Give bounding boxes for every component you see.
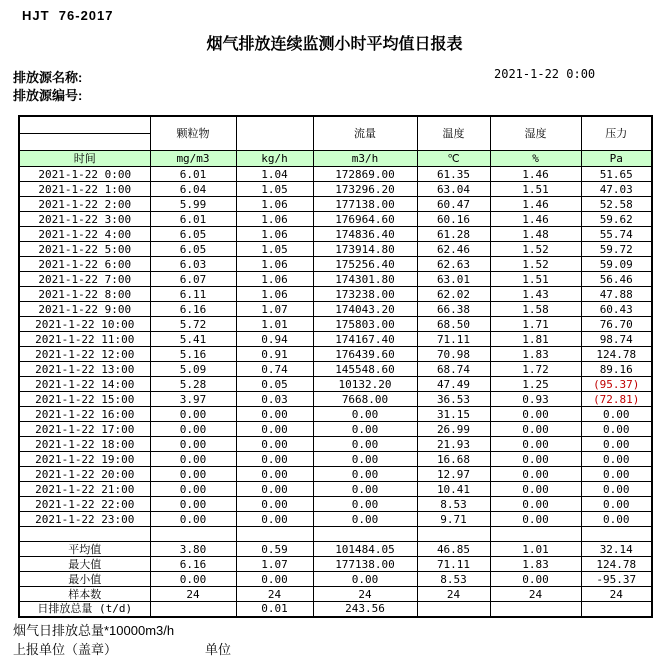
cell-value: 68.50 bbox=[417, 317, 490, 332]
cell-value: 1.05 bbox=[236, 242, 313, 257]
cell-value: 174836.40 bbox=[313, 227, 417, 242]
cell-value: 0.00 bbox=[581, 482, 652, 497]
cell-value: 0.00 bbox=[236, 512, 313, 527]
header-temperature: 温度 bbox=[417, 116, 490, 151]
cell-value: 0.00 bbox=[581, 437, 652, 452]
summary-row bbox=[19, 602, 652, 617]
cell-value: 1.06 bbox=[236, 197, 313, 212]
table-row bbox=[19, 167, 652, 182]
unit-percent: % bbox=[490, 151, 581, 167]
cell-value: 1.25 bbox=[490, 377, 581, 392]
header-flow: 流量 bbox=[313, 116, 417, 151]
cell-value: 62.02 bbox=[417, 287, 490, 302]
cell-value: 0.00 bbox=[581, 422, 652, 437]
table-row bbox=[19, 302, 652, 317]
cell-value: 62.63 bbox=[417, 257, 490, 272]
table-row bbox=[19, 362, 652, 377]
cell-value bbox=[581, 602, 652, 617]
cell-value: 3.97 bbox=[150, 392, 236, 407]
cell-value: 0.00 bbox=[490, 452, 581, 467]
table-row bbox=[19, 407, 652, 422]
table-row bbox=[19, 287, 652, 302]
cell-value: 9.71 bbox=[417, 512, 490, 527]
cell-value: 5.99 bbox=[150, 197, 236, 212]
cell-value: 6.03 bbox=[150, 257, 236, 272]
cell-value: 8.53 bbox=[417, 572, 490, 587]
cell-value: 1.48 bbox=[490, 227, 581, 242]
cell-time: 2021-1-22 4:00 bbox=[19, 227, 150, 242]
cell-time: 2021-1-22 14:00 bbox=[19, 377, 150, 392]
cell-value: 0.00 bbox=[581, 407, 652, 422]
table-row bbox=[19, 212, 652, 227]
header-empty bbox=[236, 116, 313, 151]
cell-value: 60.43 bbox=[581, 302, 652, 317]
cell-value: 0.00 bbox=[236, 437, 313, 452]
cell-value: 0.74 bbox=[236, 362, 313, 377]
cell-value: 176439.60 bbox=[313, 347, 417, 362]
table-row bbox=[19, 497, 652, 512]
cell-time: 2021-1-22 23:00 bbox=[19, 512, 150, 527]
cell-value: 0.00 bbox=[490, 482, 581, 497]
cell-value: 124.78 bbox=[581, 557, 652, 572]
hourly-rows bbox=[19, 167, 652, 527]
cell-value bbox=[490, 602, 581, 617]
cell-value: 0.00 bbox=[150, 437, 236, 452]
footer-line bbox=[13, 639, 653, 658]
summary-label: 最小值 bbox=[19, 572, 150, 587]
cell-value: 0.00 bbox=[313, 497, 417, 512]
cell-value: 6.01 bbox=[150, 212, 236, 227]
cell-value: 10.41 bbox=[417, 482, 490, 497]
cell-value: 0.00 bbox=[236, 407, 313, 422]
unit-celsius: ℃ bbox=[417, 151, 490, 167]
source-code-label: 排放源编号: bbox=[13, 88, 83, 103]
summary-row bbox=[19, 587, 652, 602]
cell-value: 0.00 bbox=[490, 422, 581, 437]
blank-cell bbox=[236, 527, 313, 542]
cell-value: 1.06 bbox=[236, 257, 313, 272]
cell-time: 2021-1-22 6:00 bbox=[19, 257, 150, 272]
cell-value: 46.85 bbox=[417, 542, 490, 557]
cell-value: 8.53 bbox=[417, 497, 490, 512]
cell-value: 1.83 bbox=[490, 557, 581, 572]
cell-value: 1.51 bbox=[490, 272, 581, 287]
cell-value: 6.04 bbox=[150, 182, 236, 197]
cell-time: 2021-1-22 15:00 bbox=[19, 392, 150, 407]
cell-value: 5.16 bbox=[150, 347, 236, 362]
cell-value: 0.00 bbox=[236, 497, 313, 512]
cell-value: 6.16 bbox=[150, 302, 236, 317]
cell-value: 0.00 bbox=[150, 422, 236, 437]
cell-value: 12.97 bbox=[417, 467, 490, 482]
cell-value: 0.00 bbox=[313, 452, 417, 467]
cell-value: 61.28 bbox=[417, 227, 490, 242]
cell-value: 1.46 bbox=[490, 167, 581, 182]
table-row bbox=[19, 272, 652, 287]
cell-value: 59.62 bbox=[581, 212, 652, 227]
cell-value: 101484.05 bbox=[313, 542, 417, 557]
cell-value: 1.71 bbox=[490, 317, 581, 332]
cell-time: 2021-1-22 8:00 bbox=[19, 287, 150, 302]
cell-value: 68.74 bbox=[417, 362, 490, 377]
cell-value: 66.38 bbox=[417, 302, 490, 317]
cell-value: 24 bbox=[417, 587, 490, 602]
cell-value: 243.56 bbox=[313, 602, 417, 617]
table-row bbox=[19, 332, 652, 347]
cell-value bbox=[417, 602, 490, 617]
summary-row bbox=[19, 572, 652, 587]
cell-value: 0.00 bbox=[236, 422, 313, 437]
cell-value: 0.00 bbox=[313, 482, 417, 497]
cell-time: 2021-1-22 18:00 bbox=[19, 437, 150, 452]
cell-value: 0.00 bbox=[150, 467, 236, 482]
cell-value: 59.09 bbox=[581, 257, 652, 272]
header-time-top-half bbox=[20, 117, 150, 134]
table-row bbox=[19, 467, 652, 482]
cell-value: 1.52 bbox=[490, 257, 581, 272]
cell-value: 47.88 bbox=[581, 287, 652, 302]
standard-code: HJT 76-2017 bbox=[22, 8, 114, 23]
unit-m3-h: m3/h bbox=[313, 151, 417, 167]
cell-time: 2021-1-22 5:00 bbox=[19, 242, 150, 257]
cell-value: 1.52 bbox=[490, 242, 581, 257]
summary-label: 样本数 bbox=[19, 587, 150, 602]
table-row bbox=[19, 452, 652, 467]
cell-value: 1.06 bbox=[236, 212, 313, 227]
cell-value: 0.05 bbox=[236, 377, 313, 392]
cell-value: 16.68 bbox=[417, 452, 490, 467]
cell-value: 124.78 bbox=[581, 347, 652, 362]
blank-row bbox=[19, 527, 652, 542]
cell-value: -95.37 bbox=[581, 572, 652, 587]
cell-value: 21.93 bbox=[417, 437, 490, 452]
cell-value: 24 bbox=[150, 587, 236, 602]
cell-value: 1.06 bbox=[236, 272, 313, 287]
table-row bbox=[19, 182, 652, 197]
cell-value: (72.81) bbox=[581, 392, 652, 407]
cell-value: 51.65 bbox=[581, 167, 652, 182]
cell-time: 2021-1-22 0:00 bbox=[19, 167, 150, 182]
cell-value: 174043.20 bbox=[313, 302, 417, 317]
cell-value: 89.16 bbox=[581, 362, 652, 377]
cell-time: 2021-1-22 19:00 bbox=[19, 452, 150, 467]
summary-rows bbox=[19, 542, 652, 617]
cell-value: 1.81 bbox=[490, 332, 581, 347]
table-row bbox=[19, 512, 652, 527]
cell-time: 2021-1-22 3:00 bbox=[19, 212, 150, 227]
spacer-row-body bbox=[19, 527, 652, 542]
cell-value: 174167.40 bbox=[313, 332, 417, 347]
table-row bbox=[19, 437, 652, 452]
cell-value: 6.01 bbox=[150, 167, 236, 182]
cell-value: 24 bbox=[490, 587, 581, 602]
cell-value: 175803.00 bbox=[313, 317, 417, 332]
footer-note: 烟气日排放总量*10000m3/h bbox=[13, 623, 175, 638]
cell-value: 76.70 bbox=[581, 317, 652, 332]
cell-value: 0.00 bbox=[313, 572, 417, 587]
cell-value: 0.59 bbox=[236, 542, 313, 557]
cell-value: 0.03 bbox=[236, 392, 313, 407]
cell-value: 0.00 bbox=[150, 407, 236, 422]
cell-value: 24 bbox=[236, 587, 313, 602]
table-row bbox=[19, 482, 652, 497]
cell-value: 0.00 bbox=[313, 467, 417, 482]
page-title: 烟气排放连续监测小时平均值日报表 bbox=[206, 36, 463, 53]
cell-value: 0.01 bbox=[236, 602, 313, 617]
cell-value: 173296.20 bbox=[313, 182, 417, 197]
unit-label: 单位 bbox=[205, 642, 232, 657]
cell-value: 6.05 bbox=[150, 242, 236, 257]
table-row bbox=[19, 227, 652, 242]
summary-label: 日排放总量 (t/d) bbox=[19, 602, 150, 617]
cell-value: 0.00 bbox=[150, 452, 236, 467]
summary-row bbox=[19, 542, 652, 557]
cell-value: 6.07 bbox=[150, 272, 236, 287]
cell-value: 7668.00 bbox=[313, 392, 417, 407]
header-humidity: 湿度 bbox=[490, 116, 581, 151]
cell-value: 0.00 bbox=[581, 512, 652, 527]
table-row bbox=[19, 422, 652, 437]
cell-value: 0.00 bbox=[581, 452, 652, 467]
cell-value: 1.46 bbox=[490, 212, 581, 227]
cell-value: 0.00 bbox=[236, 572, 313, 587]
cell-value: 0.00 bbox=[313, 422, 417, 437]
unit-mg-m3: mg/m3 bbox=[150, 151, 236, 167]
table-row bbox=[19, 392, 652, 407]
cell-value: 24 bbox=[581, 587, 652, 602]
header-time-split-cell bbox=[19, 116, 150, 151]
cell-value: 175256.40 bbox=[313, 257, 417, 272]
table-row bbox=[19, 197, 652, 212]
cell-value: 0.00 bbox=[490, 467, 581, 482]
cell-value: 1.72 bbox=[490, 362, 581, 377]
cell-value: 1.43 bbox=[490, 287, 581, 302]
blank-cell bbox=[313, 527, 417, 542]
cell-value: 5.72 bbox=[150, 317, 236, 332]
summary-label: 平均值 bbox=[19, 542, 150, 557]
cell-value: 71.11 bbox=[417, 557, 490, 572]
cell-time: 2021-1-22 9:00 bbox=[19, 302, 150, 317]
cell-value: 0.00 bbox=[313, 512, 417, 527]
cell-time: 2021-1-22 11:00 bbox=[19, 332, 150, 347]
source-name-label: 排放源名称: bbox=[13, 70, 83, 85]
cell-value: 60.16 bbox=[417, 212, 490, 227]
cell-value: 59.72 bbox=[581, 242, 652, 257]
table-row bbox=[19, 257, 652, 272]
group-header-row bbox=[19, 116, 652, 151]
cell-value: 6.16 bbox=[150, 557, 236, 572]
cell-value: 0.00 bbox=[581, 467, 652, 482]
blank-cell bbox=[581, 527, 652, 542]
cell-value: 1.04 bbox=[236, 167, 313, 182]
report-datetime: 2021-1-22 0:00 bbox=[494, 67, 596, 81]
cell-value: 1.07 bbox=[236, 302, 313, 317]
cell-time: 2021-1-22 20:00 bbox=[19, 467, 150, 482]
cell-value: 0.00 bbox=[490, 407, 581, 422]
cell-time: 2021-1-22 13:00 bbox=[19, 362, 150, 377]
cell-time: 2021-1-22 17:00 bbox=[19, 422, 150, 437]
cell-value: 1.46 bbox=[490, 197, 581, 212]
cell-value: 176964.60 bbox=[313, 212, 417, 227]
report-unit-label: 上报单位（盖章） bbox=[13, 642, 118, 657]
table-row bbox=[19, 242, 652, 257]
cell-value: 0.00 bbox=[150, 482, 236, 497]
cell-time: 2021-1-22 21:00 bbox=[19, 482, 150, 497]
cell-value: 0.00 bbox=[236, 452, 313, 467]
cell-value: 1.06 bbox=[236, 287, 313, 302]
cell-value: 62.46 bbox=[417, 242, 490, 257]
cell-value: 0.91 bbox=[236, 347, 313, 362]
cell-value: 60.47 bbox=[417, 197, 490, 212]
cell-value: 177138.00 bbox=[313, 557, 417, 572]
cell-value: 0.00 bbox=[150, 497, 236, 512]
cell-value: 0.00 bbox=[236, 482, 313, 497]
cell-value: 31.15 bbox=[417, 407, 490, 422]
cell-value: 1.06 bbox=[236, 227, 313, 242]
cell-value: 47.49 bbox=[417, 377, 490, 392]
cell-value: 173238.00 bbox=[313, 287, 417, 302]
cell-value: 98.74 bbox=[581, 332, 652, 347]
cell-time: 2021-1-22 12:00 bbox=[19, 347, 150, 362]
cell-value: 47.03 bbox=[581, 182, 652, 197]
blank-cell bbox=[150, 527, 236, 542]
cell-value: 71.11 bbox=[417, 332, 490, 347]
cell-value: 0.00 bbox=[490, 437, 581, 452]
cell-value: 1.05 bbox=[236, 182, 313, 197]
cell-value: 0.94 bbox=[236, 332, 313, 347]
cell-time: 2021-1-22 22:00 bbox=[19, 497, 150, 512]
table-row bbox=[19, 317, 652, 332]
cell-value: 1.01 bbox=[490, 542, 581, 557]
cell-value: 145548.60 bbox=[313, 362, 417, 377]
cell-value: (95.37) bbox=[581, 377, 652, 392]
monitoring-data-table bbox=[18, 115, 653, 618]
cell-value: 6.11 bbox=[150, 287, 236, 302]
summary-row bbox=[19, 557, 652, 572]
cell-value: 0.00 bbox=[313, 407, 417, 422]
cell-value bbox=[150, 602, 236, 617]
cell-value: 63.01 bbox=[417, 272, 490, 287]
cell-value: 0.00 bbox=[490, 497, 581, 512]
cell-value: 0.00 bbox=[236, 467, 313, 482]
cell-value: 177138.00 bbox=[313, 197, 417, 212]
cell-value: 10132.20 bbox=[313, 377, 417, 392]
cell-time: 2021-1-22 10:00 bbox=[19, 317, 150, 332]
cell-value: 0.00 bbox=[150, 572, 236, 587]
header-particulate: 颗粒物 bbox=[150, 116, 236, 151]
table-row bbox=[19, 377, 652, 392]
cell-value: 172869.00 bbox=[313, 167, 417, 182]
cell-value: 5.41 bbox=[150, 332, 236, 347]
cell-time: 2021-1-22 7:00 bbox=[19, 272, 150, 287]
cell-value: 0.00 bbox=[581, 497, 652, 512]
cell-value: 61.35 bbox=[417, 167, 490, 182]
blank-cell bbox=[19, 527, 150, 542]
cell-value: 63.04 bbox=[417, 182, 490, 197]
cell-value: 70.98 bbox=[417, 347, 490, 362]
cell-value: 1.58 bbox=[490, 302, 581, 317]
cell-value: 0.93 bbox=[490, 392, 581, 407]
header-pressure: 压力 bbox=[581, 116, 652, 151]
blank-cell bbox=[417, 527, 490, 542]
cell-value: 5.28 bbox=[150, 377, 236, 392]
header-time-label: 时间 bbox=[19, 151, 150, 167]
cell-value: 174301.80 bbox=[313, 272, 417, 287]
cell-value: 52.58 bbox=[581, 197, 652, 212]
cell-time: 2021-1-22 1:00 bbox=[19, 182, 150, 197]
cell-value: 5.09 bbox=[150, 362, 236, 377]
cell-value: 56.46 bbox=[581, 272, 652, 287]
cell-value: 26.99 bbox=[417, 422, 490, 437]
blank-cell bbox=[490, 527, 581, 542]
cell-value: 1.07 bbox=[236, 557, 313, 572]
cell-time: 2021-1-22 2:00 bbox=[19, 197, 150, 212]
cell-value: 6.05 bbox=[150, 227, 236, 242]
cell-value: 32.14 bbox=[581, 542, 652, 557]
cell-value: 3.80 bbox=[150, 542, 236, 557]
cell-value: 1.83 bbox=[490, 347, 581, 362]
summary-label: 最大值 bbox=[19, 557, 150, 572]
cell-value: 0.00 bbox=[490, 512, 581, 527]
unit-kg-h: kg/h bbox=[236, 151, 313, 167]
cell-time: 2021-1-22 16:00 bbox=[19, 407, 150, 422]
cell-value: 0.00 bbox=[490, 572, 581, 587]
cell-value: 0.00 bbox=[150, 512, 236, 527]
cell-value: 173914.80 bbox=[313, 242, 417, 257]
unit-pa: Pa bbox=[581, 151, 652, 167]
cell-value: 24 bbox=[313, 587, 417, 602]
cell-value: 55.74 bbox=[581, 227, 652, 242]
cell-value: 1.51 bbox=[490, 182, 581, 197]
units-header-row bbox=[19, 151, 652, 167]
header-time-bottom-half bbox=[20, 134, 150, 150]
table-row bbox=[19, 347, 652, 362]
cell-value: 0.00 bbox=[313, 437, 417, 452]
cell-value: 1.01 bbox=[236, 317, 313, 332]
cell-value: 36.53 bbox=[417, 392, 490, 407]
